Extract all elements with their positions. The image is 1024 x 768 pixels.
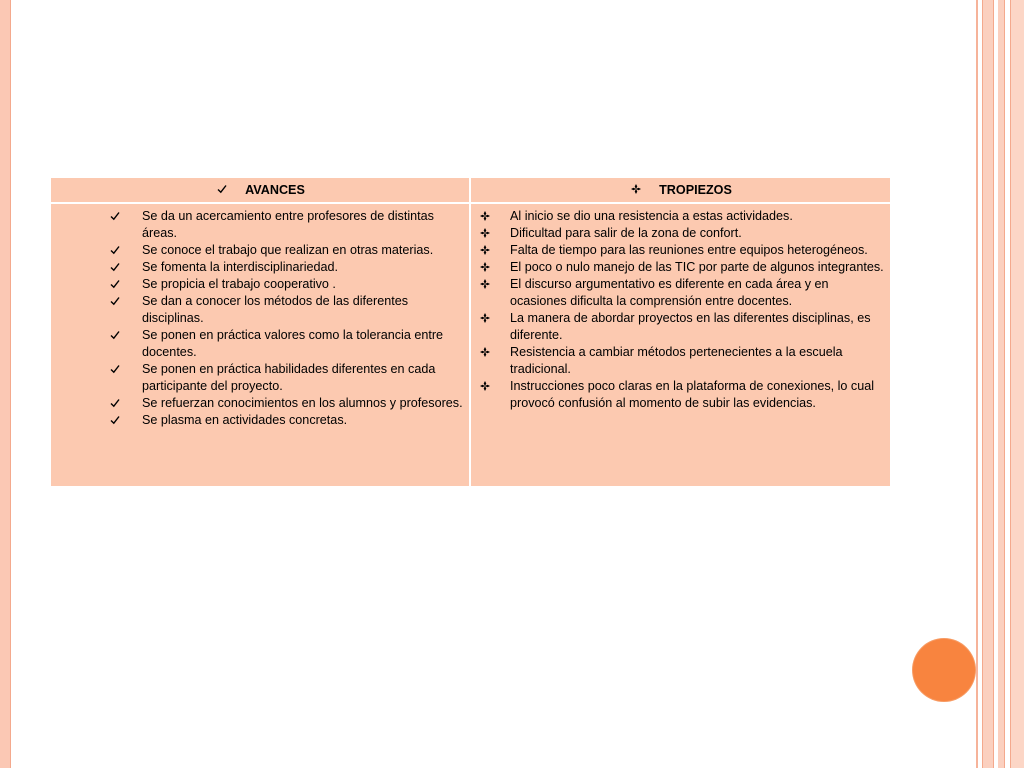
avances-item [51,276,463,293]
right-decor-stripe [982,0,994,768]
right-decor-bars [976,0,1024,768]
diamond-bullet-icon [480,344,494,357]
avances-item [51,293,463,327]
comparison-table [51,178,890,486]
table-header-row [51,178,890,203]
avances-item [51,208,463,242]
avances-item-text: Se refuerzan conocimientos en los alumnos y profesores. [142,396,463,410]
avances-item [51,242,463,259]
header-tropiezos-label: TROPIEZOS [659,183,732,197]
avances-item-text: Se conoce el trabajo que realizan en otras materias. [142,243,434,257]
avances-item-text: Se dan a conocer los métodos de las diferentes disciplinas. [142,294,409,325]
table-body-row [51,203,890,486]
checkmark-icon [110,395,124,408]
checkmark-icon [110,208,124,221]
tropiezos-list [471,208,884,412]
tropiezos-item-text: Dificultad para salir de la zona de confort. [510,226,742,240]
diamond-bullet-icon [480,276,494,289]
avances-item-text: Se propicia el trabajo cooperativo . [142,277,336,291]
avances-item [51,412,463,429]
checkmark-icon [110,327,124,340]
tropiezos-item-text: Resistencia a cambiar métodos pertenecientes a la escuela tradicional. [510,345,843,376]
avances-item-text: Se ponen en práctica valores como la tolerancia entre docentes. [142,328,444,359]
accent-circle [913,639,975,701]
checkmark-icon [110,242,124,255]
diamond-bullet-icon [480,259,494,272]
tropiezos-cell [470,203,890,486]
diamond-bullet-icon [480,225,494,238]
avances-item [51,259,463,276]
diamond-bullet-icon [480,242,494,255]
diamond-bullet-icon [480,208,494,221]
avances-item [51,361,463,395]
tropiezos-item-text: La manera de abordar proyectos en las diferentes disciplinas, es diferente. [510,311,871,342]
avances-item-text: Se da un acercamiento entre profesores de distintas áreas. [142,209,434,240]
checkmark-icon [110,293,124,306]
tropiezos-item [471,310,884,344]
tropiezos-item-text: El poco o nulo manejo de las TIC por parte de algunos integrantes. [510,260,884,274]
right-decor-stripe [998,0,1005,768]
tropiezos-item [471,242,884,259]
tropiezos-item-text: Al inicio se dio una resistencia a estas actividades. [510,209,793,223]
right-decor-stripe [1010,0,1024,768]
diamond-bullet-icon [631,183,641,197]
avances-item-text: Se plasma en actividades concretas. [142,413,348,427]
left-decor-bar [0,0,11,768]
avances-item [51,395,463,412]
diamond-bullet-icon [480,378,494,391]
tropiezos-item-text: Instrucciones poco claras en la plataforma de conexiones, lo cual provocó confusión al momento de subir las evidencias. [510,379,875,410]
header-avances [51,178,470,203]
diamond-bullet-icon [480,310,494,323]
tropiezos-item [471,276,884,310]
tropiezos-item-text: Falta de tiempo para las reuniones entre equipos heterogéneos. [510,243,868,257]
right-decor-stripe [976,0,978,768]
tropiezos-item [471,225,884,242]
checkmark-icon [110,259,124,272]
avances-cell [51,203,470,486]
header-tropiezos [470,178,890,203]
tropiezos-item [471,208,884,225]
avances-item-text: Se ponen en práctica habilidades diferentes en cada participante del proyecto. [142,362,436,393]
checkmark-icon [110,361,124,374]
avances-item [51,327,463,361]
checkmark-icon [217,183,227,197]
tropiezos-item-text: El discurso argumentativo es diferente en cada área y en ocasiones dificulta la comprensión entre docentes. [510,277,829,308]
tropiezos-item [471,378,884,412]
avances-item-text: Se fomenta la interdisciplinariedad. [142,260,339,274]
avances-list [51,208,463,429]
tropiezos-item [471,344,884,378]
tropiezos-item [471,259,884,276]
header-avances-label: AVANCES [245,183,305,197]
checkmark-icon [110,276,124,289]
checkmark-icon [110,412,124,425]
